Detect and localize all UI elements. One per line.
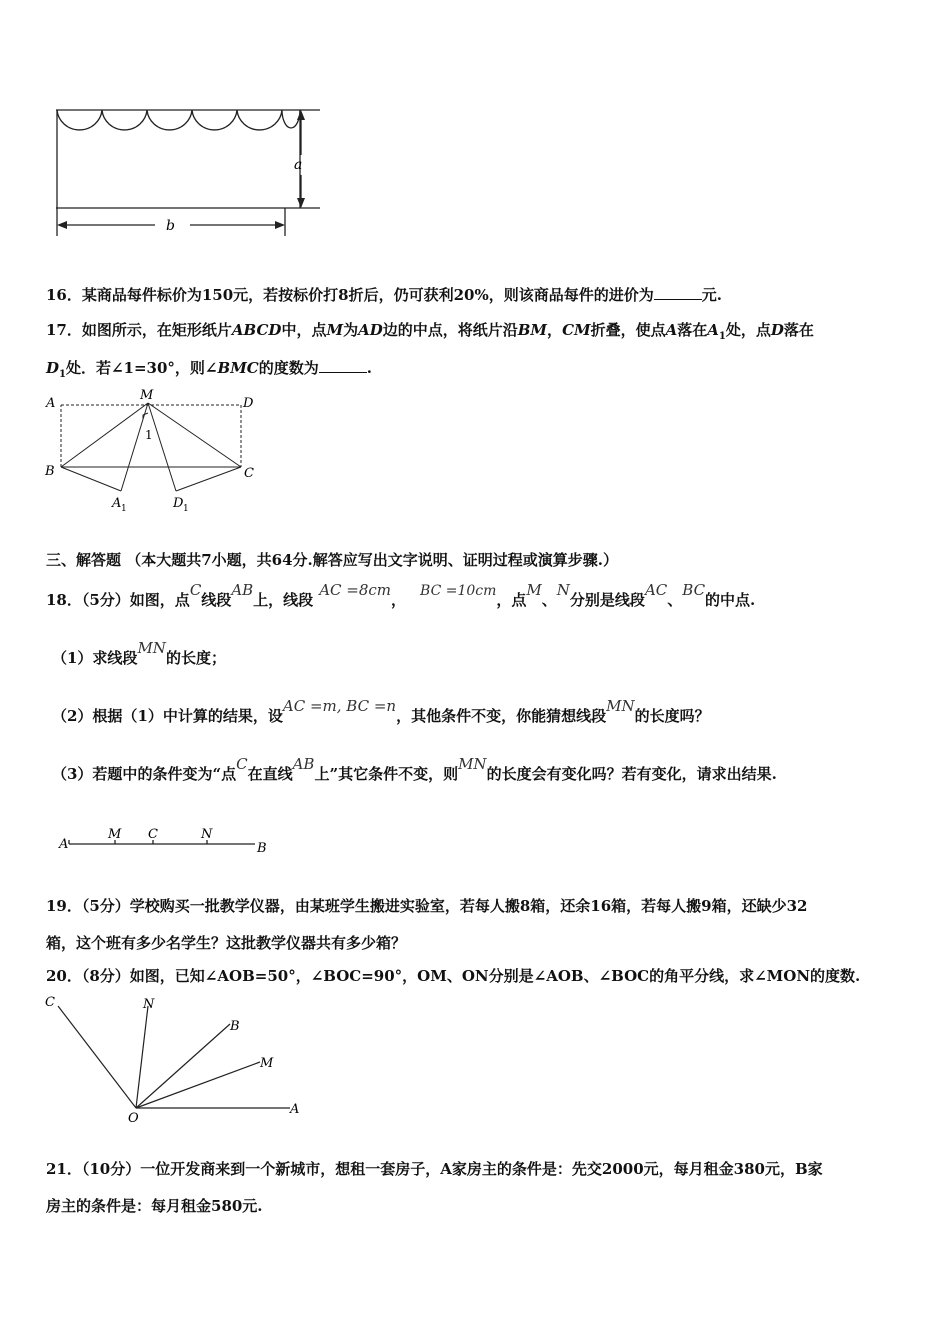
- label-N: N: [201, 827, 213, 842]
- angle-figure: [40, 990, 320, 1125]
- question-19-line-1: 19．（5分）学校购买一批教学仪器，由某班学生搬进实验室，若每人搬8箱，还余16箱，若每人搬9箱，还缺少32: [46, 897, 808, 915]
- label-M: M: [108, 827, 122, 842]
- section-3-heading: 三、解答题 （本大题共7小题，共64分.解答应写出文字说明、证明过程或演算步骤.）: [46, 551, 618, 569]
- label-M: M: [260, 1056, 274, 1071]
- question-19-line-2: 箱，这个班有多少名学生？这批教学仪器共有多少箱？: [46, 934, 407, 952]
- label-B: B: [45, 464, 55, 479]
- question-18-part-3: （3）若题中的条件变为“点C在直线AB上”其它条件不变，则MN的长度会有变化吗？若有变化，请求出结果.: [52, 755, 777, 783]
- question-18: 18．（5分）如图，点C线段AB上，线段AC =8cm， BC =10cm，点M、N分别是线段AC、BC的中点.: [46, 581, 756, 609]
- question-17-line-2: $D_1$处．若∠1=30°，则∠BMC的度数为 .: [46, 359, 372, 380]
- question-17-line-1: 17．如图所示，在矩形纸片ABCD中，点M为AD边的中点，将纸片沿BM，CM折叠，使点A落在$A_1$处，点D落在: [46, 321, 814, 342]
- label-b: b: [166, 218, 175, 234]
- svg-text:1: 1: [121, 504, 127, 514]
- label-A: A: [46, 396, 56, 411]
- label-A: A: [290, 1102, 300, 1117]
- segment-figure: [55, 820, 275, 858]
- label-A: A: [59, 837, 69, 852]
- label-A1: A: [112, 496, 122, 511]
- label-C: C: [148, 827, 158, 842]
- svg-text:1: 1: [183, 504, 189, 514]
- question-21-line-2: 房主的条件是：每月租金580元.: [46, 1197, 263, 1215]
- label-N: N: [143, 997, 155, 1012]
- label-C: C: [244, 466, 254, 481]
- label-D1: D: [173, 496, 184, 511]
- label-D: D: [243, 396, 254, 411]
- label-B: B: [230, 1019, 240, 1034]
- label-M: M: [140, 388, 154, 403]
- label-B: B: [257, 841, 267, 856]
- label-C: C: [45, 995, 55, 1010]
- question-18-part-1: （1）求线段MN的长度；: [52, 639, 226, 667]
- label-a: a: [294, 157, 303, 173]
- folded-rectangle-figure: [40, 385, 270, 520]
- question-21-line-1: 21．（10分）一位开发商来到一个新城市，想租一套房子，A家房主的条件是：先交2000元，每月租金380元，B家: [46, 1160, 823, 1178]
- question-18-part-2: （2）根据（1）中计算的结果，设AC =m, BC =n，其他条件不变，你能猜想线段MN的长度吗？: [52, 697, 710, 725]
- rectangle-arches-figure: [50, 100, 330, 242]
- question-16: 16．某商品每件标价为150元，若按标价打8折后，仍可获利20%，则该商品每件的进价为 元.: [46, 286, 722, 304]
- answer-blank: [654, 285, 702, 300]
- answer-blank: [319, 358, 367, 373]
- label-O: O: [128, 1111, 139, 1125]
- question-20: 20．（8分）如图，已知∠AOB=50°，∠BOC=90°，OM、ON分别是∠AOB、∠BOC的角平分线，求∠MON的度数.: [46, 967, 861, 985]
- label-angle-1: 1: [145, 428, 153, 442]
